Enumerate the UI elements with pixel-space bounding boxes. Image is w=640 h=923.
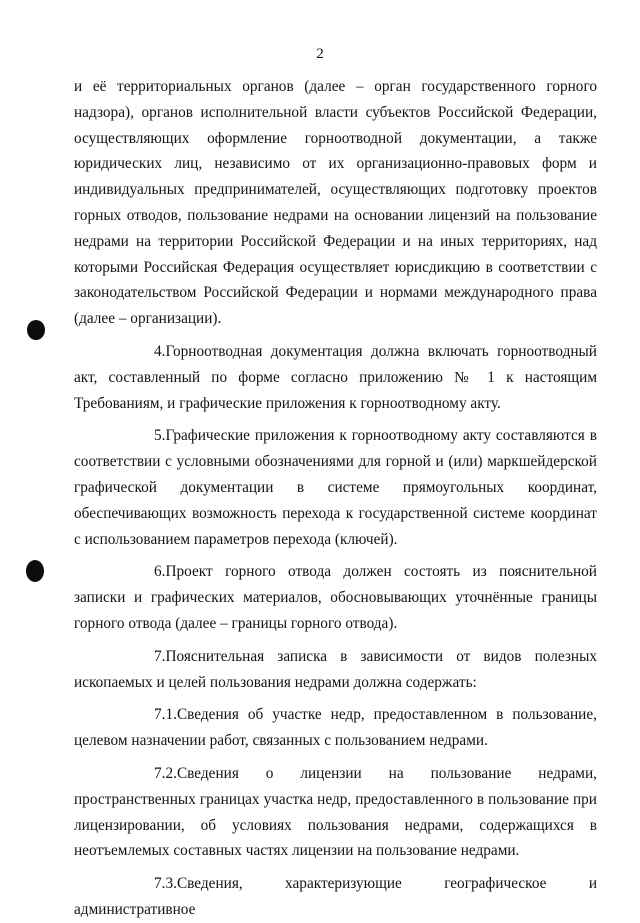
paragraph-text: Сведения об участке недр, предоставленном в пользование, целевом назначении работ, связанных с пользованием недрами. — [74, 706, 597, 750]
paragraph-text: Проект горного отвода должен состоять из пояснительной записки и графических материалов, обосновывающих уточнённые границы горного отвода (далее – границы горного отвода). — [74, 563, 597, 632]
paragraph-number: 4. — [154, 342, 166, 360]
paragraph-7 — [74, 644, 597, 696]
paragraph-text: Сведения о лицензии на пользование недрами, пространственных границах участка недр, предоставленного в пользование при лицензировании, об условиях пользования недрами, содержащихся в неотъемлемых составных частях лицензии на пользование недрами. — [74, 764, 597, 860]
page-number: 2 — [316, 46, 324, 62]
paragraph-number: 7.2. — [154, 764, 177, 782]
document-body — [74, 74, 597, 923]
paragraph-number: 6. — [154, 563, 166, 581]
paragraph-number: 7.1. — [154, 706, 177, 724]
paragraph-number: 7. — [154, 647, 166, 665]
paragraph-number: 5. — [154, 427, 166, 445]
punch-hole-mark — [27, 320, 45, 340]
paragraph-4 — [74, 339, 597, 416]
paragraph-6 — [74, 559, 597, 636]
paragraph-5 — [74, 423, 597, 552]
paragraph-7-1 — [74, 702, 597, 754]
paragraph-text: Графические приложения к горноотводному акту составляются в соответствии с условными обозначениями для горной и (или) маркшейдерской графической документации в системе прямоугольных координат, обеспечивающих возможность перехода к государственной системе координат с использованием параметров перехода (ключей). — [74, 427, 597, 548]
paragraph-7-2 — [74, 761, 597, 864]
paragraph-text: Пояснительная записка в зависимости от видов полезных ископаемых и целей пользования недрами должна содержать: — [74, 647, 597, 691]
punch-hole-mark — [26, 560, 44, 582]
paragraph-continuation: и её территориальных органов (далее – орган государственного горного надзора), органов исполнительной власти субъектов Российской Федерации, осуществляющих оформление горноотводной документации, а также юридических лиц, независимо от их организационно-правовых форм и индивидуальных предпринимателей, осуществляющих подготовку проектов горных отводов, пользование недрами на основании лицензий на пользование недрами на территории Российской Федерации и на иных территориях, над которыми Российская Федерация осуществляет юрисдикцию в соответствии с законодательством Российской Федерации и нормами международного права (далее – организации). — [74, 78, 597, 328]
paragraph-text: Горноотводная документация должна включать горноотводный акт, составленный по форме согласно приложению № 1 к настоящим Требованиям, и графические приложения к горноотводному акту. — [74, 342, 597, 412]
paragraph-7-3 — [74, 871, 597, 923]
paragraph-text: Сведения, характеризующие географическое и административное — [74, 875, 597, 918]
paragraph-number: 7.3. — [154, 875, 177, 893]
